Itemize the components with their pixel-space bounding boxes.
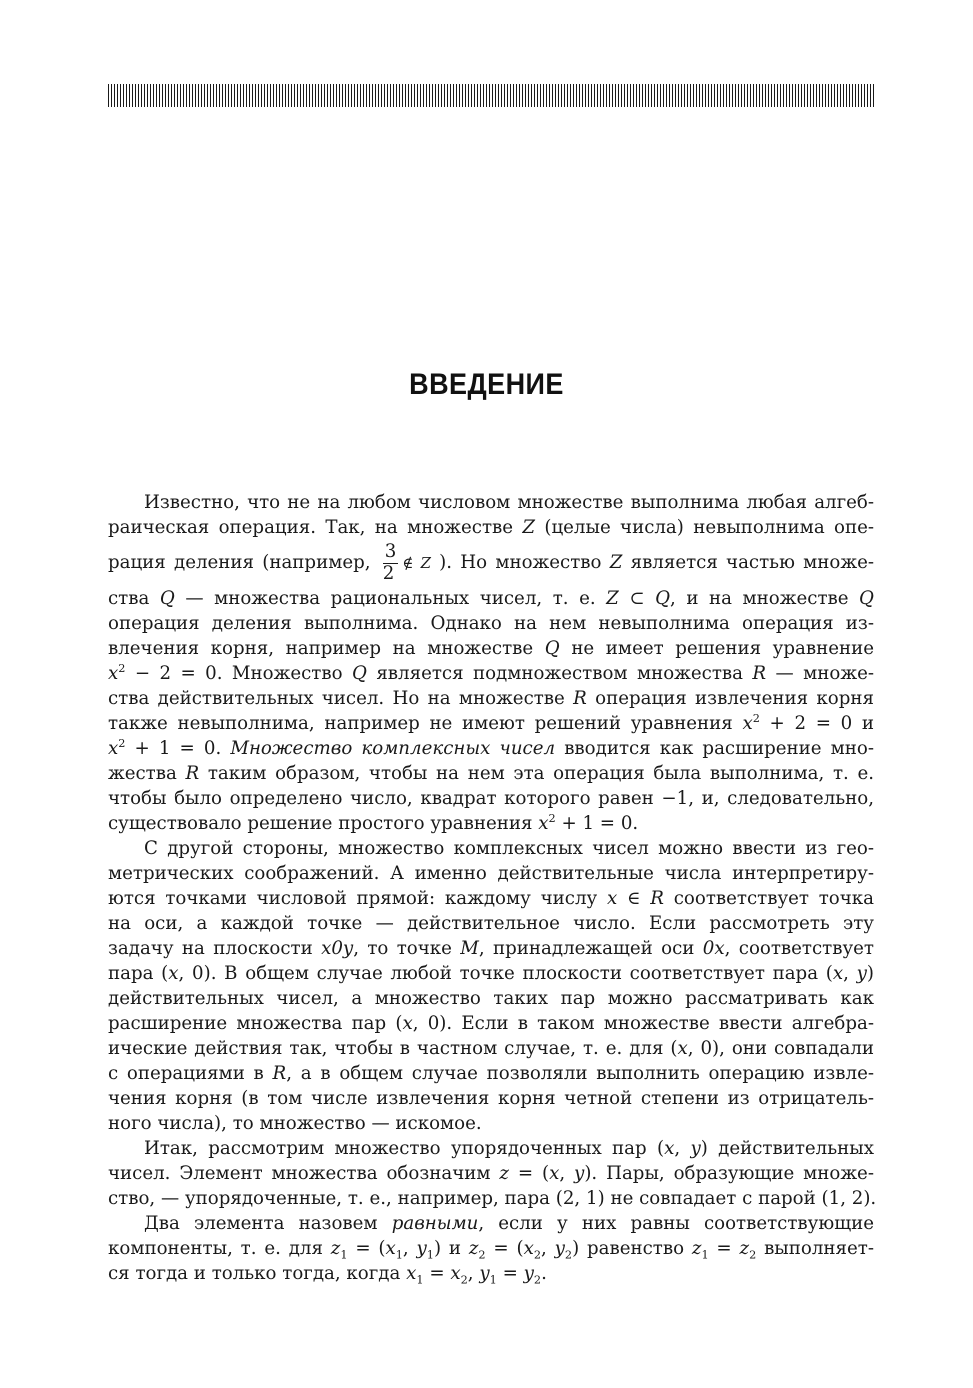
paragraph-3-line-3: ство, — упорядоченные, т. е., например, пара (2, 1) не совпадает с парой (1, 2). — [108, 1188, 877, 1209]
paragraph-1-line-7: $x^2 - 2 = 0$. Множество Q является подмножеством множества R — множе- — [108, 661, 875, 684]
paragraph-2-line-6: пара (x, 0). В общем случае любой точке плоскости соответствует пара (x, y) — [108, 963, 875, 984]
paragraph-2-line-3: ются точками числовой прямой: каждому числу x ∈ R соответствует точка — [108, 888, 874, 909]
paragraph-4-line-1: Два элемента назовем равными, если у них равны соответствующие — [144, 1213, 874, 1234]
paragraph-2-line-11: чения корня (в том числе извлечения корня четной степени из отрицатель- — [108, 1088, 874, 1109]
paragraph-3-line-1: Итак, рассмотрим множество упорядоченных пар (x, y) действительных — [144, 1138, 874, 1159]
paragraph-2-line-5: задачу на плоскости x0y, то точке M, принадлежащей оси 0x, соответствует — [108, 938, 874, 959]
paragraph-2-line-10: с операциями в R, а в общем случае позволяли выполнить операцию извле- — [108, 1063, 874, 1084]
paragraph-1-line-11: жества R таким образом, чтобы на нем эта операция была выполнима, т. е. — [108, 763, 875, 784]
chapter-title: ВВЕДЕНИЕ — [409, 368, 564, 401]
paragraph-1-line-3: рация деления (например, $\frac{3}{2}$ ∉ Z ). Но множество Z является частью множе- — [108, 541, 874, 584]
paragraph-2-line-9: ические действия так, чтобы в частном случае, т. е. для (x, 0), они совпадали — [108, 1038, 875, 1059]
paragraph-2-line-2: метрических соображений. А именно действительные числа интерпретиру- — [108, 863, 874, 884]
fraction-three-halves: $\frac{3}{2}$ — [382, 541, 397, 584]
paragraph-1-line-12: чтобы было определено число, квадрат которого равен −1, и, следовательно, — [108, 788, 874, 809]
paragraph-1-line-8: ства действительных чисел. Но на множестве R операция извлечения корня — [108, 688, 874, 709]
paragraph-1-line-13: существовало решение простого уравнения $x^2 + 1 = 0$. — [108, 811, 639, 834]
paragraph-1-line-2: раическая операция. Так, на множестве Z (целые числа) невыполнима опе- — [108, 517, 874, 538]
paragraph-1-line-1: Известно, что не на любом числовом множестве выполнима любая алгеб- — [144, 492, 874, 513]
paragraph-1-line-5: операция деления выполнима. Однако на нем невыполнима операция из- — [108, 613, 874, 634]
paragraph-2-line-7: действительных чисел, а множество таких пар можно рассматривать как — [108, 988, 874, 1009]
paragraph-2-line-12: ного числа), то множество — искомое. — [108, 1113, 482, 1134]
decorative-header-rule — [108, 84, 876, 107]
paragraph-2-line-4: на оси, а каждой точке — действительное число. Если рассмотреть эту — [108, 913, 874, 934]
paragraph-3-line-2: чисел. Элемент множества обозначим z = (x, y). Пары, образующие множе- — [108, 1163, 874, 1184]
paragraph-4-line-2: компоненты, т. е. для $z_1 = (x_1$, $y_1$) и $z_2 = (x_2$, $y_2$) равенство $z_1 = z_2$ выполняет- — [108, 1238, 874, 1262]
paragraph-1-line-6: влечения корня, например на множестве Q не имеет решения уравнение — [108, 638, 874, 659]
paragraph-1-line-4: ства Q — множества рациональных чисел, т. е. Z ⊂ Q, и на множестве Q — [108, 588, 874, 609]
paragraph-4-line-3: ся тогда и только тогда, когда $x_1 = x_2$, $y_1 = y_2$. — [108, 1263, 547, 1287]
paragraph-1-line-10: $x^2 + 1 = 0$. Множество комплексных чисел вводится как расширение мно- — [108, 736, 875, 759]
paragraph-2-line-1: С другой стороны, множество комплексных чисел можно ввести из гео- — [144, 838, 874, 859]
paragraph-1-line-9: также невыполнима, например не имеют решений уравнения $x^2 + 2 = 0$ и — [108, 711, 874, 734]
body-text — [108, 490, 877, 1287]
paragraph-2-line-8: расширение множества пар (x, 0). Если в таком множестве ввести алгебра- — [108, 1013, 874, 1034]
